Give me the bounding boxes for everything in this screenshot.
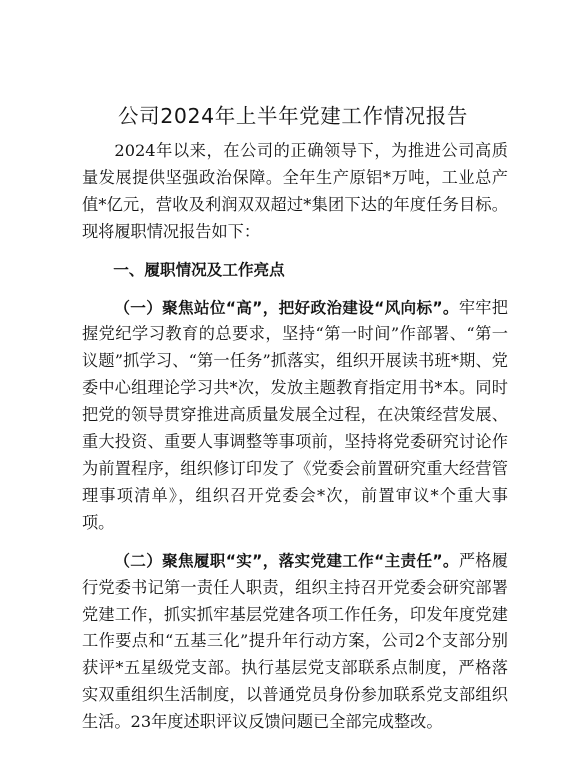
item-1-heading: （一）聚焦站位“高”，把好政治建设“风向标”。	[114, 298, 459, 317]
section-1-item-2-paragraph	[82, 548, 508, 736]
document-body	[82, 138, 508, 747]
intro-paragraph: 2024年以来，在公司的正确领导下，为推进公司高质量发展提供坚强政治保障。全年生产原铝*万吨，工业总产值*亿元，营收及利润双双超过*集团下达的年度任务目标。现将履职情况报告如下：	[82, 141, 508, 241]
section-heading: 一、履职情况及工作亮点	[113, 260, 285, 279]
section-1-item-1-paragraph	[82, 295, 508, 537]
item-2-text: 严格履行党委书记第一责任人职责，组织主持召开党委会研究部署党建工作，抓实抓牢基层党建各项工作任务，印发年度党建工作要点和“五基三化”提升年行动方案，公司2个支部分别获评*五星级党支部。执行基层党支部联系点制度，严格落实双重组织生活制度，以普通党员身份参加联系党支部组织生活。23年度述职评议反馈问题已全部完成整改。	[82, 550, 508, 732]
item-1-text: 牢牢把握党纪学习教育的总要求，坚持“第一时间”作部署、“第一议题”抓学习、“第一任务”抓落实，组织开展读书班*期、党委中心组理论学习共*次，发放主题教育指定用书*本。同时把党的领导贯穿推进高质量发展全过程，在决策经营发展、重大投资、重要人事调整等事项前，坚持将党委研究讨论作为前置程序，组织修订印发了《党委会前置研究重大经营管理事项清单》，组织召开党委会*次，前置审议*个重大事项。	[82, 297, 508, 532]
item-2-heading: （二）聚焦履职“实”，落实党建工作“主责任”。	[114, 551, 459, 570]
document-title: 公司2024年上半年党建工作情况报告	[118, 104, 468, 128]
